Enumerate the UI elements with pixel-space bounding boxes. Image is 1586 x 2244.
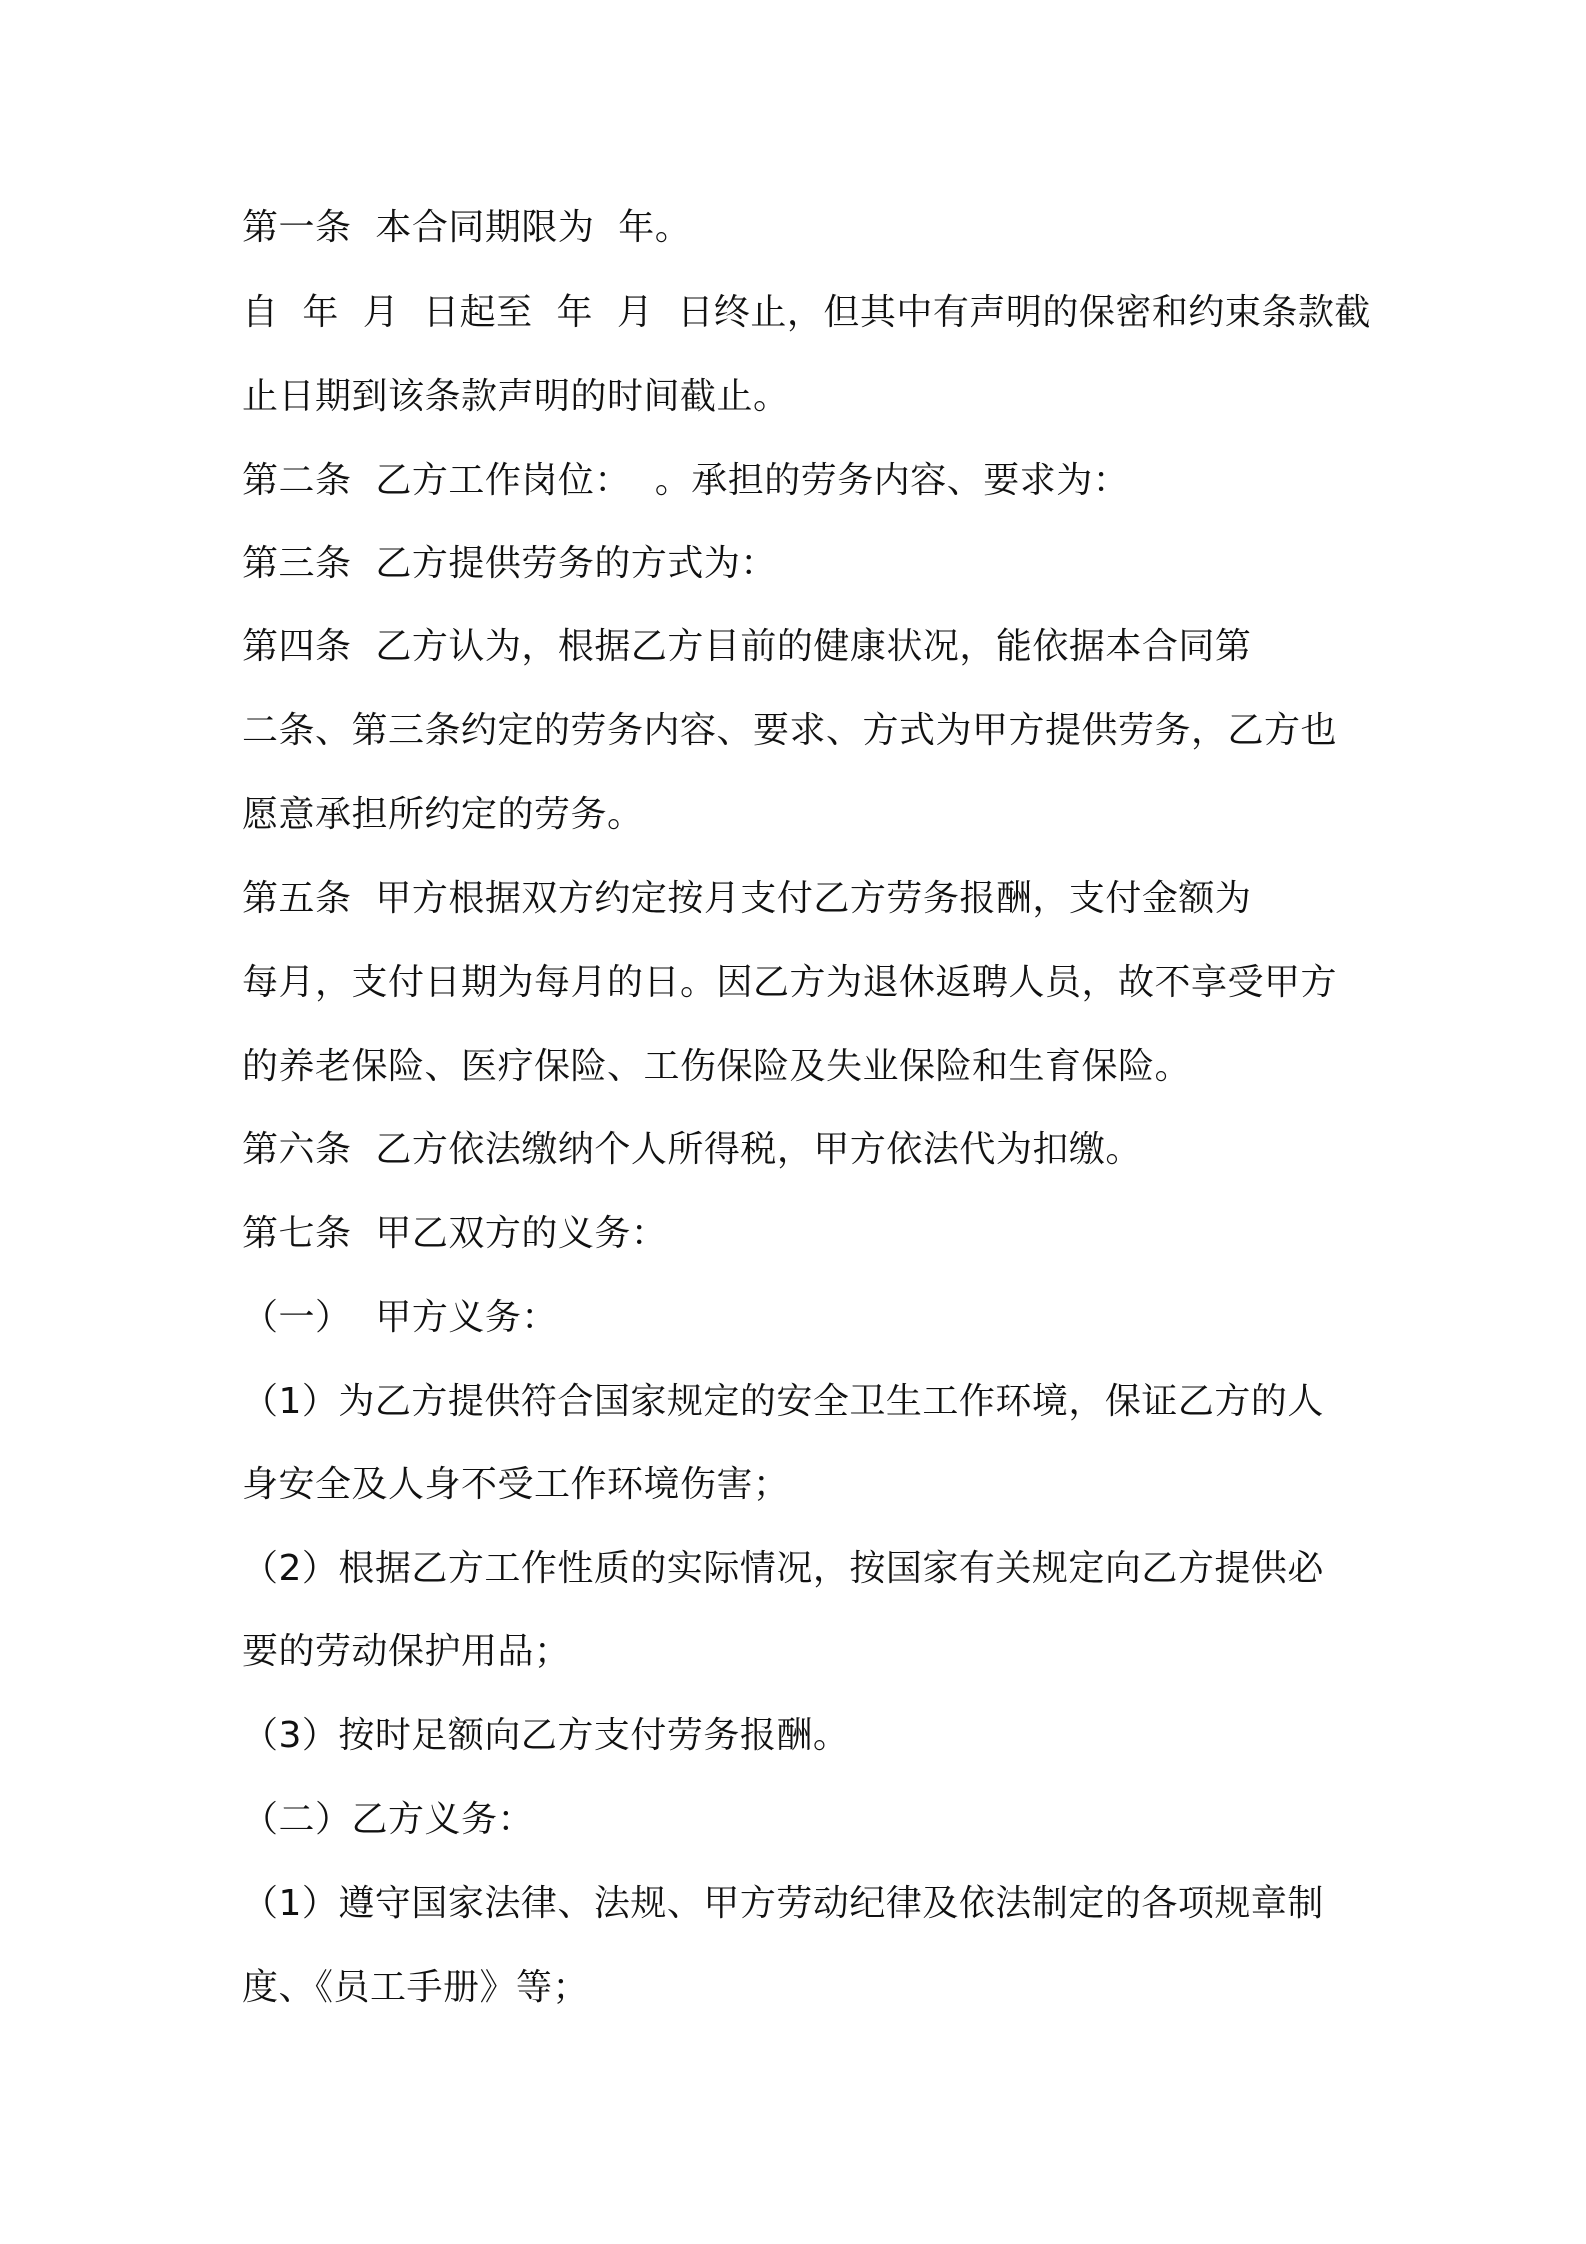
article-1-period-line-1: 自 年 月 日起至 年 月 日终止，但其中有声明的保密和约束条款截 [242, 292, 1371, 333]
article-4-line-3: 愿意承担所约定的劳务。 [242, 794, 644, 835]
party-b-item-1-line-2: 度、《员工手册》等； [242, 1967, 590, 2008]
article-4-line-2: 二条、第三条约定的劳务内容、要求、方式为甲方提供劳务，乙方也 [242, 710, 1338, 751]
party-a-item-3: （3）按时足额向乙方支付劳务报酬。 [242, 1715, 850, 1756]
party-b-obligations-heading: （二）乙方义务： [242, 1799, 535, 1840]
party-a-item-1-line-1: （1）为乙方提供符合国家规定的安全卫生工作环境，保证乙方的人 [242, 1381, 1324, 1422]
party-a-item-2-line-1: （2）根据乙方工作性质的实际情况，按国家有关规定向乙方提供必 [242, 1548, 1324, 1589]
article-1-term: 第一条 本合同期限为 年。 [242, 207, 692, 248]
article-4-line-1: 第四条 乙方认为，根据乙方目前的健康状况，能依据本合同第 [242, 626, 1252, 667]
party-b-item-1-line-1: （1）遵守国家法律、法规、甲方劳动纪律及依法制定的各项规章制 [242, 1883, 1324, 1924]
article-6-tax: 第六条 乙方依法缴纳个人所得税，甲方依法代为扣缴。 [242, 1129, 1142, 1170]
article-5-line-1: 第五条 甲方根据双方约定按月支付乙方劳务报酬，支付金额为 [242, 878, 1252, 919]
article-3-service-method: 第三条 乙方提供劳务的方式为： [242, 543, 777, 584]
article-5-line-3: 的养老保险、医疗保险、工伤保险及失业保险和生育保险。 [242, 1046, 1192, 1087]
party-a-item-1-line-2: 身安全及人身不受工作环境伤害； [242, 1464, 790, 1505]
party-a-item-2-line-2: 要的劳动保护用品； [242, 1631, 571, 1672]
article-7-heading: 第七条 甲乙双方的义务： [242, 1213, 668, 1254]
article-1-period-line-2: 止日期到该条款声明的时间截止。 [242, 376, 790, 417]
party-a-obligations-heading: （一） 甲方义务： [242, 1297, 558, 1338]
article-5-line-2: 每月，支付日期为每月的日。因乙方为退休返聘人员，故不享受甲方 [242, 962, 1338, 1003]
article-2-position: 第二条 乙方工作岗位： 。承担的劳务内容、要求为： [242, 460, 1130, 501]
